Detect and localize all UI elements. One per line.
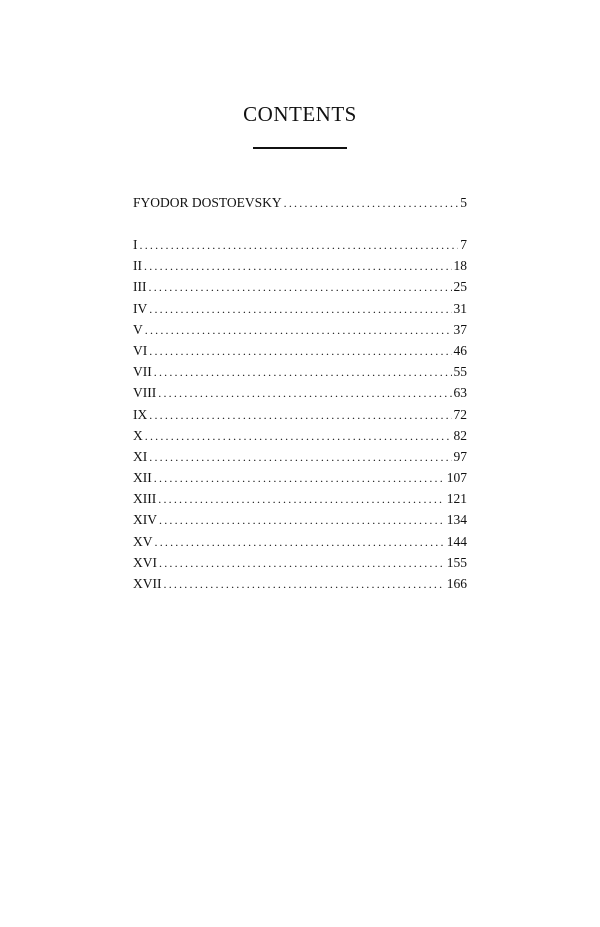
toc-entry-label: III: [133, 279, 147, 295]
toc-entry-label: II: [133, 258, 142, 274]
dot-leader: [158, 383, 451, 404]
toc-entry-label: XII: [133, 470, 152, 486]
dot-leader: [284, 193, 459, 214]
toc-entry-label: XIII: [133, 491, 157, 507]
toc-entry-page-number: 134: [446, 512, 467, 528]
toc-entry-page-number: 63: [453, 385, 467, 401]
toc-entry-chapter-10[interactable]: [133, 425, 467, 446]
toc-entry-page-number: 144: [446, 533, 467, 549]
dot-leader: [155, 532, 445, 553]
toc-entry-page-number: 55: [453, 364, 467, 380]
toc-entry-label: V: [133, 321, 143, 337]
toc-entry-page-number: 97: [453, 448, 467, 464]
toc-entry-label: VII: [133, 364, 152, 380]
toc-entry-page-number: 72: [453, 406, 467, 422]
toc-entry-chapter-12[interactable]: [133, 467, 467, 488]
toc-intro-list: [133, 192, 467, 213]
toc-entry-page-number: 166: [446, 576, 467, 591]
toc-entry-label: X: [133, 427, 143, 443]
toc-entry-page-number: 107: [446, 470, 467, 486]
toc-entry-page-number: 37: [453, 321, 467, 337]
toc-entry-chapter-2[interactable]: [133, 255, 467, 276]
toc-entry-page-number: 82: [453, 427, 467, 443]
dot-leader: [144, 256, 452, 277]
toc-entry-chapter-9[interactable]: [133, 404, 467, 425]
toc-entry-chapter-16[interactable]: [133, 552, 467, 573]
toc-entry-page-number: 46: [453, 342, 467, 358]
toc-entry-chapter-14[interactable]: [133, 509, 467, 530]
toc-entry-label: XVII: [133, 576, 162, 591]
toc-entry-chapter-15[interactable]: [133, 531, 467, 552]
dot-leader: [145, 320, 452, 341]
toc-entry-label: XIV: [133, 512, 157, 528]
dot-leader: [154, 362, 452, 383]
toc-entry-chapter-7[interactable]: [133, 361, 467, 382]
dot-leader: [149, 447, 451, 468]
toc-entry-page-number: 7: [460, 237, 467, 252]
dot-leader: [145, 426, 452, 447]
dot-leader: [154, 468, 445, 489]
dot-leader: [140, 235, 459, 256]
toc-entry-chapter-1[interactable]: [133, 234, 467, 255]
toc-entry-intro[interactable]: [133, 192, 467, 213]
toc-entry-chapter-17[interactable]: [133, 573, 467, 594]
dot-leader: [158, 489, 445, 510]
toc-entry-chapter-8[interactable]: [133, 382, 467, 403]
toc-entry-chapter-3[interactable]: [133, 276, 467, 297]
toc-entry-label: VI: [133, 342, 148, 358]
toc-entry-chapter-11[interactable]: [133, 446, 467, 467]
toc-entry-label: IV: [133, 300, 148, 316]
toc-entry-page-number: 121: [446, 491, 467, 507]
dot-leader: [159, 510, 445, 531]
toc-entry-chapter-6[interactable]: [133, 340, 467, 361]
toc-entry-page-number: 5: [460, 195, 467, 210]
toc-entry-chapter-13[interactable]: [133, 488, 467, 509]
dot-leader: [164, 574, 445, 595]
dot-leader: [149, 341, 451, 362]
toc-entry-label: XV: [133, 533, 153, 549]
toc-entry-label: XI: [133, 448, 148, 464]
toc-entry-label: FYODOR DOSTOEVSKY: [133, 195, 282, 210]
toc-entry-chapter-5[interactable]: [133, 319, 467, 340]
toc-entry-label: VIII: [133, 385, 157, 401]
page-title: CONTENTS: [243, 102, 357, 126]
toc-entry-page-number: 18: [453, 258, 467, 274]
toc-entry-chapter-4[interactable]: [133, 298, 467, 319]
toc-entry-page-number: 31: [453, 300, 467, 316]
toc-entry-label: IX: [133, 406, 148, 422]
toc-entry-label: I: [133, 237, 138, 252]
toc-entry-label: XVI: [133, 554, 157, 570]
dot-leader: [149, 405, 451, 426]
toc-chapter-list: [133, 234, 467, 594]
toc-entry-page-number: 155: [446, 554, 467, 570]
dot-leader: [149, 299, 451, 320]
title-underline-rule: [253, 147, 347, 149]
dot-leader: [149, 277, 452, 298]
toc-entry-page-number: 25: [453, 279, 467, 295]
dot-leader: [159, 553, 445, 574]
